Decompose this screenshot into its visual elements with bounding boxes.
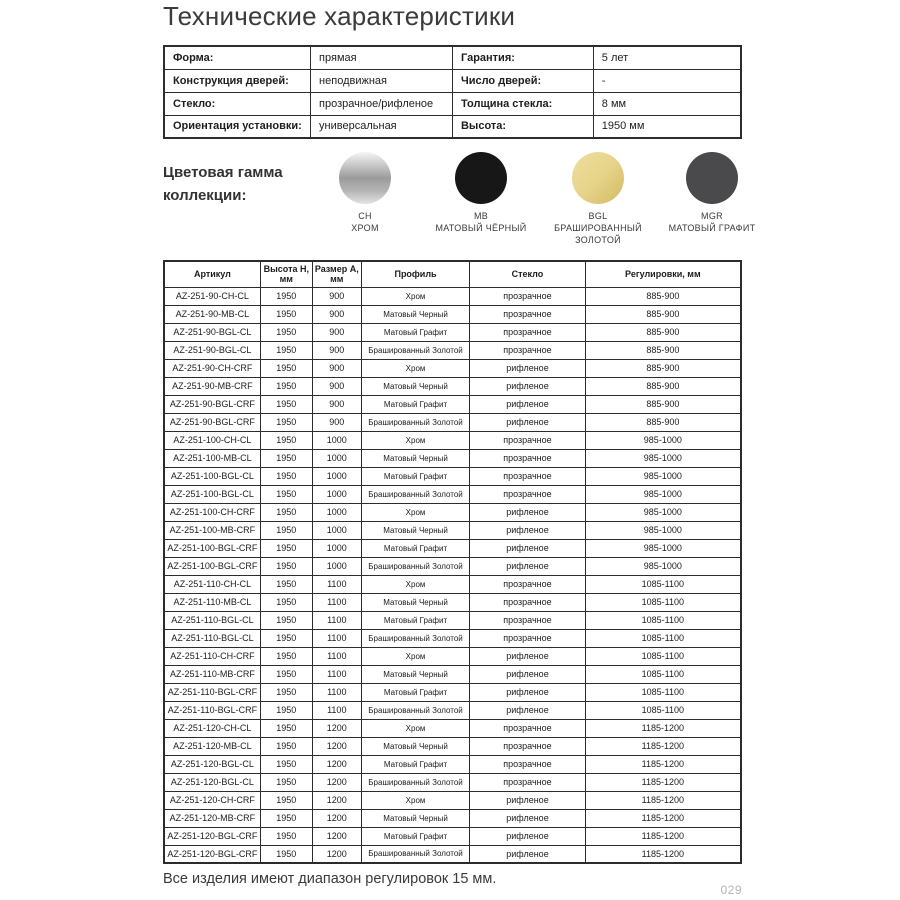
spec-label: Толщина стекла: bbox=[452, 92, 593, 115]
size-cell: 1200 bbox=[312, 845, 361, 863]
article-cell: AZ-251-90-BGL-CL bbox=[164, 323, 260, 341]
spec-value: 5 лет bbox=[593, 46, 741, 69]
glass-cell: рифленое bbox=[470, 395, 585, 413]
adjustment-cell: 1185-1200 bbox=[585, 755, 741, 773]
size-cell: 1200 bbox=[312, 809, 361, 827]
products-table bbox=[163, 260, 742, 864]
column-header: Профиль bbox=[361, 261, 469, 287]
table-row bbox=[164, 287, 741, 305]
adjustment-cell: 985-1000 bbox=[585, 539, 741, 557]
height-cell: 1950 bbox=[260, 359, 312, 377]
color-gamma-heading: Цветовая гамма коллекции: bbox=[163, 164, 283, 204]
size-cell: 1200 bbox=[312, 791, 361, 809]
table-row bbox=[164, 593, 741, 611]
table-row bbox=[164, 683, 741, 701]
spec-value: прямая bbox=[311, 46, 453, 69]
table-row bbox=[164, 449, 741, 467]
size-cell: 900 bbox=[312, 413, 361, 431]
article-cell: AZ-251-120-BGL-CRF bbox=[164, 845, 260, 863]
size-cell: 1100 bbox=[312, 647, 361, 665]
profile-cell: Матовый Графит bbox=[361, 467, 469, 485]
adjustment-cell: 1085-1100 bbox=[585, 575, 741, 593]
page-title: Технические характеристики bbox=[163, 1, 516, 31]
adjustment-cell: 1185-1200 bbox=[585, 827, 741, 845]
article-cell: AZ-251-90-CH-CRF bbox=[164, 359, 260, 377]
column-header: Стекло bbox=[470, 261, 585, 287]
glass-cell: рифленое bbox=[470, 845, 585, 863]
table-row bbox=[164, 773, 741, 791]
column-header: Артикул bbox=[164, 261, 260, 287]
height-cell: 1950 bbox=[260, 845, 312, 863]
size-cell: 1000 bbox=[312, 521, 361, 539]
profile-cell: Матовый Черный bbox=[361, 665, 469, 683]
height-cell: 1950 bbox=[260, 611, 312, 629]
adjustment-cell: 1085-1100 bbox=[585, 665, 741, 683]
column-header: Высота H, мм bbox=[260, 261, 312, 287]
adjustment-cell: 985-1000 bbox=[585, 449, 741, 467]
adjustment-cell: 885-900 bbox=[585, 395, 741, 413]
adjustment-cell: 985-1000 bbox=[585, 521, 741, 539]
size-cell: 1100 bbox=[312, 593, 361, 611]
glass-cell: рифленое bbox=[470, 557, 585, 575]
article-cell: AZ-251-90-BGL-CL bbox=[164, 341, 260, 359]
profile-cell: Матовый Графит bbox=[361, 539, 469, 557]
article-cell: AZ-251-100-BGL-CL bbox=[164, 485, 260, 503]
swatch-code: CH bbox=[358, 211, 372, 221]
profile-cell: Брашированный Золотой bbox=[361, 701, 469, 719]
swatch-label bbox=[311, 210, 419, 234]
profile-cell: Матовый Графит bbox=[361, 611, 469, 629]
height-cell: 1950 bbox=[260, 737, 312, 755]
profile-cell: Хром bbox=[361, 647, 469, 665]
glass-cell: прозрачное bbox=[470, 449, 585, 467]
size-cell: 1000 bbox=[312, 431, 361, 449]
size-cell: 900 bbox=[312, 305, 361, 323]
spec-value: неподвижная bbox=[311, 69, 453, 92]
swatch-label bbox=[658, 210, 766, 234]
height-cell: 1950 bbox=[260, 629, 312, 647]
swatch-name: МАТОВЫЙ ГРАФИТ bbox=[668, 223, 756, 234]
adjustment-cell: 885-900 bbox=[585, 305, 741, 323]
swatch-mb bbox=[427, 152, 535, 234]
table-row bbox=[164, 845, 741, 863]
article-cell: AZ-251-100-BGL-CRF bbox=[164, 557, 260, 575]
article-cell: AZ-251-110-MB-CL bbox=[164, 593, 260, 611]
glass-cell: прозрачное bbox=[470, 305, 585, 323]
height-cell: 1950 bbox=[260, 395, 312, 413]
adjustment-cell: 1185-1200 bbox=[585, 773, 741, 791]
column-header: Регулировки, мм bbox=[585, 261, 741, 287]
adjustment-cell: 1185-1200 bbox=[585, 809, 741, 827]
article-cell: AZ-251-90-BGL-CRF bbox=[164, 395, 260, 413]
profile-cell: Хром bbox=[361, 359, 469, 377]
article-cell: AZ-251-90-BGL-CRF bbox=[164, 413, 260, 431]
size-cell: 900 bbox=[312, 323, 361, 341]
spec-row bbox=[164, 92, 741, 115]
size-cell: 1000 bbox=[312, 485, 361, 503]
swatch-bgl bbox=[544, 152, 652, 246]
profile-cell: Матовый Графит bbox=[361, 395, 469, 413]
height-cell: 1950 bbox=[260, 449, 312, 467]
article-cell: AZ-251-110-BGL-CL bbox=[164, 611, 260, 629]
profile-cell: Брашированный Золотой bbox=[361, 413, 469, 431]
glass-cell: прозрачное bbox=[470, 719, 585, 737]
article-cell: AZ-251-100-CH-CRF bbox=[164, 503, 260, 521]
adjustment-cell: 1085-1100 bbox=[585, 647, 741, 665]
profile-cell: Брашированный Золотой bbox=[361, 341, 469, 359]
table-row bbox=[164, 827, 741, 845]
adjustment-cell: 1185-1200 bbox=[585, 845, 741, 863]
profile-cell: Матовый Черный bbox=[361, 737, 469, 755]
glass-cell: рифленое bbox=[470, 683, 585, 701]
height-cell: 1950 bbox=[260, 593, 312, 611]
profile-cell: Матовый Графит bbox=[361, 323, 469, 341]
table-row bbox=[164, 521, 741, 539]
article-cell: AZ-251-120-CH-CL bbox=[164, 719, 260, 737]
table-row bbox=[164, 755, 741, 773]
glass-cell: прозрачное bbox=[470, 593, 585, 611]
glass-cell: прозрачное bbox=[470, 485, 585, 503]
size-cell: 1100 bbox=[312, 611, 361, 629]
height-cell: 1950 bbox=[260, 539, 312, 557]
glass-cell: рифленое bbox=[470, 539, 585, 557]
spec-value: 8 мм bbox=[593, 92, 741, 115]
spec-label: Стекло: bbox=[164, 92, 311, 115]
glass-cell: рифленое bbox=[470, 413, 585, 431]
swatch-name: БРАШИРОВАННЫЙ ЗОЛОТОЙ bbox=[554, 223, 642, 246]
article-cell: AZ-251-90-MB-CL bbox=[164, 305, 260, 323]
height-cell: 1950 bbox=[260, 287, 312, 305]
article-cell: AZ-251-90-MB-CRF bbox=[164, 377, 260, 395]
profile-cell: Брашированный Золотой bbox=[361, 557, 469, 575]
adjustment-cell: 985-1000 bbox=[585, 467, 741, 485]
height-cell: 1950 bbox=[260, 575, 312, 593]
profile-cell: Матовый Графит bbox=[361, 827, 469, 845]
table-row bbox=[164, 377, 741, 395]
glass-cell: прозрачное bbox=[470, 737, 585, 755]
size-cell: 1000 bbox=[312, 557, 361, 575]
spec-value: прозрачное/рифленое bbox=[311, 92, 453, 115]
table-row bbox=[164, 395, 741, 413]
size-cell: 1200 bbox=[312, 719, 361, 737]
table-row bbox=[164, 485, 741, 503]
table-row bbox=[164, 467, 741, 485]
height-cell: 1950 bbox=[260, 485, 312, 503]
swatch-label bbox=[427, 210, 535, 234]
table-row bbox=[164, 791, 741, 809]
height-cell: 1950 bbox=[260, 809, 312, 827]
table-row bbox=[164, 575, 741, 593]
spec-label: Число дверей: bbox=[452, 69, 593, 92]
table-row bbox=[164, 341, 741, 359]
profile-cell: Матовый Графит bbox=[361, 683, 469, 701]
table-row bbox=[164, 359, 741, 377]
adjustment-cell: 1085-1100 bbox=[585, 701, 741, 719]
glass-cell: рифленое bbox=[470, 377, 585, 395]
swatch-code: MB bbox=[473, 211, 489, 221]
swatch-code: BGL bbox=[588, 211, 608, 221]
height-cell: 1950 bbox=[260, 341, 312, 359]
profile-cell: Брашированный Золотой bbox=[361, 773, 469, 791]
glass-cell: прозрачное bbox=[470, 629, 585, 647]
height-cell: 1950 bbox=[260, 431, 312, 449]
glass-cell: рифленое bbox=[470, 359, 585, 377]
profile-cell: Хром bbox=[361, 431, 469, 449]
article-cell: AZ-251-120-CH-CRF bbox=[164, 791, 260, 809]
spec-row bbox=[164, 115, 741, 138]
adjustment-cell: 1085-1100 bbox=[585, 611, 741, 629]
size-cell: 1100 bbox=[312, 575, 361, 593]
profile-cell: Брашированный Золотой bbox=[361, 629, 469, 647]
glass-cell: прозрачное bbox=[470, 467, 585, 485]
adjustment-cell: 985-1000 bbox=[585, 557, 741, 575]
adjustment-cell: 885-900 bbox=[585, 341, 741, 359]
profile-cell: Хром bbox=[361, 503, 469, 521]
table-row bbox=[164, 557, 741, 575]
article-cell: AZ-251-90-CH-CL bbox=[164, 287, 260, 305]
glass-cell: рифленое bbox=[470, 701, 585, 719]
size-cell: 900 bbox=[312, 341, 361, 359]
swatch-label bbox=[544, 210, 652, 246]
profile-cell: Хром bbox=[361, 575, 469, 593]
glass-cell: рифленое bbox=[470, 503, 585, 521]
size-cell: 900 bbox=[312, 377, 361, 395]
glass-cell: прозрачное bbox=[470, 287, 585, 305]
adjustment-cell: 885-900 bbox=[585, 287, 741, 305]
column-header: Размер A, мм bbox=[312, 261, 361, 287]
size-cell: 1200 bbox=[312, 755, 361, 773]
size-cell: 1100 bbox=[312, 683, 361, 701]
size-cell: 1000 bbox=[312, 539, 361, 557]
swatch-circle-mgr bbox=[686, 152, 738, 204]
glass-cell: прозрачное bbox=[470, 575, 585, 593]
table-row bbox=[164, 611, 741, 629]
height-cell: 1950 bbox=[260, 323, 312, 341]
table-row bbox=[164, 629, 741, 647]
adjustment-cell: 1085-1100 bbox=[585, 593, 741, 611]
article-cell: AZ-251-100-MB-CRF bbox=[164, 521, 260, 539]
profile-cell: Матовый Черный bbox=[361, 521, 469, 539]
profile-cell: Хром bbox=[361, 719, 469, 737]
article-cell: AZ-251-120-MB-CL bbox=[164, 737, 260, 755]
size-cell: 1200 bbox=[312, 827, 361, 845]
spec-label: Ориентация установки: bbox=[164, 115, 311, 138]
adjustment-cell: 885-900 bbox=[585, 377, 741, 395]
table-row bbox=[164, 305, 741, 323]
adjustment-cell: 985-1000 bbox=[585, 485, 741, 503]
height-cell: 1950 bbox=[260, 665, 312, 683]
swatch-code: MGR bbox=[701, 211, 723, 221]
article-cell: AZ-251-100-CH-CL bbox=[164, 431, 260, 449]
adjustment-cell: 1085-1100 bbox=[585, 683, 741, 701]
glass-cell: рифленое bbox=[470, 521, 585, 539]
article-cell: AZ-251-110-CH-CL bbox=[164, 575, 260, 593]
article-cell: AZ-251-110-BGL-CL bbox=[164, 629, 260, 647]
products-table-header-row bbox=[164, 261, 741, 287]
article-cell: AZ-251-110-BGL-CRF bbox=[164, 683, 260, 701]
table-row bbox=[164, 701, 741, 719]
profile-cell: Матовый Черный bbox=[361, 809, 469, 827]
adjustment-cell: 985-1000 bbox=[585, 503, 741, 521]
adjustment-cell: 885-900 bbox=[585, 323, 741, 341]
spec-label: Высота: bbox=[452, 115, 593, 138]
color-gamma-section bbox=[163, 152, 756, 252]
spec-label: Конструкция дверей: bbox=[164, 69, 311, 92]
profile-cell: Матовый Черный bbox=[361, 305, 469, 323]
height-cell: 1950 bbox=[260, 521, 312, 539]
glass-cell: рифленое bbox=[470, 827, 585, 845]
table-row bbox=[164, 647, 741, 665]
height-cell: 1950 bbox=[260, 305, 312, 323]
height-cell: 1950 bbox=[260, 503, 312, 521]
swatch-name: ХРОМ bbox=[351, 223, 379, 234]
adjustment-cell: 885-900 bbox=[585, 413, 741, 431]
article-cell: AZ-251-100-BGL-CL bbox=[164, 467, 260, 485]
article-cell: AZ-251-110-MB-CRF bbox=[164, 665, 260, 683]
swatch-circle-mb bbox=[455, 152, 507, 204]
height-cell: 1950 bbox=[260, 467, 312, 485]
adjustment-cell: 1185-1200 bbox=[585, 737, 741, 755]
table-row bbox=[164, 413, 741, 431]
size-cell: 900 bbox=[312, 359, 361, 377]
height-cell: 1950 bbox=[260, 647, 312, 665]
height-cell: 1950 bbox=[260, 719, 312, 737]
article-cell: AZ-251-120-MB-CRF bbox=[164, 809, 260, 827]
swatch-circle-bgl bbox=[572, 152, 624, 204]
table-row bbox=[164, 809, 741, 827]
glass-cell: прозрачное bbox=[470, 431, 585, 449]
profile-cell: Брашированный Золотой bbox=[361, 845, 469, 863]
size-cell: 1200 bbox=[312, 773, 361, 791]
table-row bbox=[164, 539, 741, 557]
height-cell: 1950 bbox=[260, 701, 312, 719]
glass-cell: рифленое bbox=[470, 809, 585, 827]
table-row bbox=[164, 323, 741, 341]
table-row bbox=[164, 431, 741, 449]
size-cell: 1000 bbox=[312, 467, 361, 485]
height-cell: 1950 bbox=[260, 413, 312, 431]
footer-note: Все изделия имеют диапазон регулировок 15 мм. bbox=[163, 871, 497, 887]
swatch-name: МАТОВЫЙ ЧЁРНЫЙ bbox=[435, 223, 527, 234]
height-cell: 1950 bbox=[260, 827, 312, 845]
spec-value: - bbox=[593, 69, 741, 92]
size-cell: 1100 bbox=[312, 629, 361, 647]
table-row bbox=[164, 503, 741, 521]
spec-value: универсальная bbox=[311, 115, 453, 138]
article-cell: AZ-251-120-BGL-CL bbox=[164, 755, 260, 773]
profile-cell: Матовый Черный bbox=[361, 593, 469, 611]
height-cell: 1950 bbox=[260, 755, 312, 773]
glass-cell: рифленое bbox=[470, 647, 585, 665]
profile-cell: Хром bbox=[361, 287, 469, 305]
profile-cell: Матовый Черный bbox=[361, 377, 469, 395]
glass-cell: прозрачное bbox=[470, 773, 585, 791]
adjustment-cell: 1085-1100 bbox=[585, 629, 741, 647]
spec-label: Форма: bbox=[164, 46, 311, 69]
swatch-ch bbox=[311, 152, 419, 234]
height-cell: 1950 bbox=[260, 683, 312, 701]
size-cell: 1100 bbox=[312, 701, 361, 719]
adjustment-cell: 985-1000 bbox=[585, 431, 741, 449]
adjustment-cell: 1185-1200 bbox=[585, 791, 741, 809]
table-row bbox=[164, 737, 741, 755]
glass-cell: рифленое bbox=[470, 665, 585, 683]
size-cell: 1200 bbox=[312, 737, 361, 755]
profile-cell: Брашированный Золотой bbox=[361, 485, 469, 503]
glass-cell: рифленое bbox=[470, 791, 585, 809]
size-cell: 900 bbox=[312, 287, 361, 305]
glass-cell: прозрачное bbox=[470, 755, 585, 773]
article-cell: AZ-251-120-BGL-CRF bbox=[164, 827, 260, 845]
article-cell: AZ-251-110-CH-CRF bbox=[164, 647, 260, 665]
size-cell: 1000 bbox=[312, 449, 361, 467]
table-row bbox=[164, 719, 741, 737]
spec-label: Гарантия: bbox=[452, 46, 593, 69]
glass-cell: прозрачное bbox=[470, 323, 585, 341]
size-cell: 900 bbox=[312, 395, 361, 413]
table-row bbox=[164, 665, 741, 683]
profile-cell: Матовый Графит bbox=[361, 755, 469, 773]
article-cell: AZ-251-100-BGL-CRF bbox=[164, 539, 260, 557]
spec-row bbox=[164, 69, 741, 92]
spec-table bbox=[163, 45, 742, 139]
page-content bbox=[163, 0, 756, 900]
glass-cell: прозрачное bbox=[470, 341, 585, 359]
page-number: 029 bbox=[720, 883, 742, 897]
glass-cell: прозрачное bbox=[470, 611, 585, 629]
profile-cell: Матовый Черный bbox=[361, 449, 469, 467]
profile-cell: Хром bbox=[361, 791, 469, 809]
spec-value: 1950 мм bbox=[593, 115, 741, 138]
height-cell: 1950 bbox=[260, 773, 312, 791]
swatch-mgr bbox=[658, 152, 766, 234]
article-cell: AZ-251-100-MB-CL bbox=[164, 449, 260, 467]
height-cell: 1950 bbox=[260, 791, 312, 809]
height-cell: 1950 bbox=[260, 557, 312, 575]
spec-row bbox=[164, 46, 741, 69]
size-cell: 1100 bbox=[312, 665, 361, 683]
size-cell: 1000 bbox=[312, 503, 361, 521]
adjustment-cell: 885-900 bbox=[585, 359, 741, 377]
swatch-circle-ch bbox=[339, 152, 391, 204]
height-cell: 1950 bbox=[260, 377, 312, 395]
article-cell: AZ-251-110-BGL-CRF bbox=[164, 701, 260, 719]
adjustment-cell: 1185-1200 bbox=[585, 719, 741, 737]
article-cell: AZ-251-120-BGL-CL bbox=[164, 773, 260, 791]
